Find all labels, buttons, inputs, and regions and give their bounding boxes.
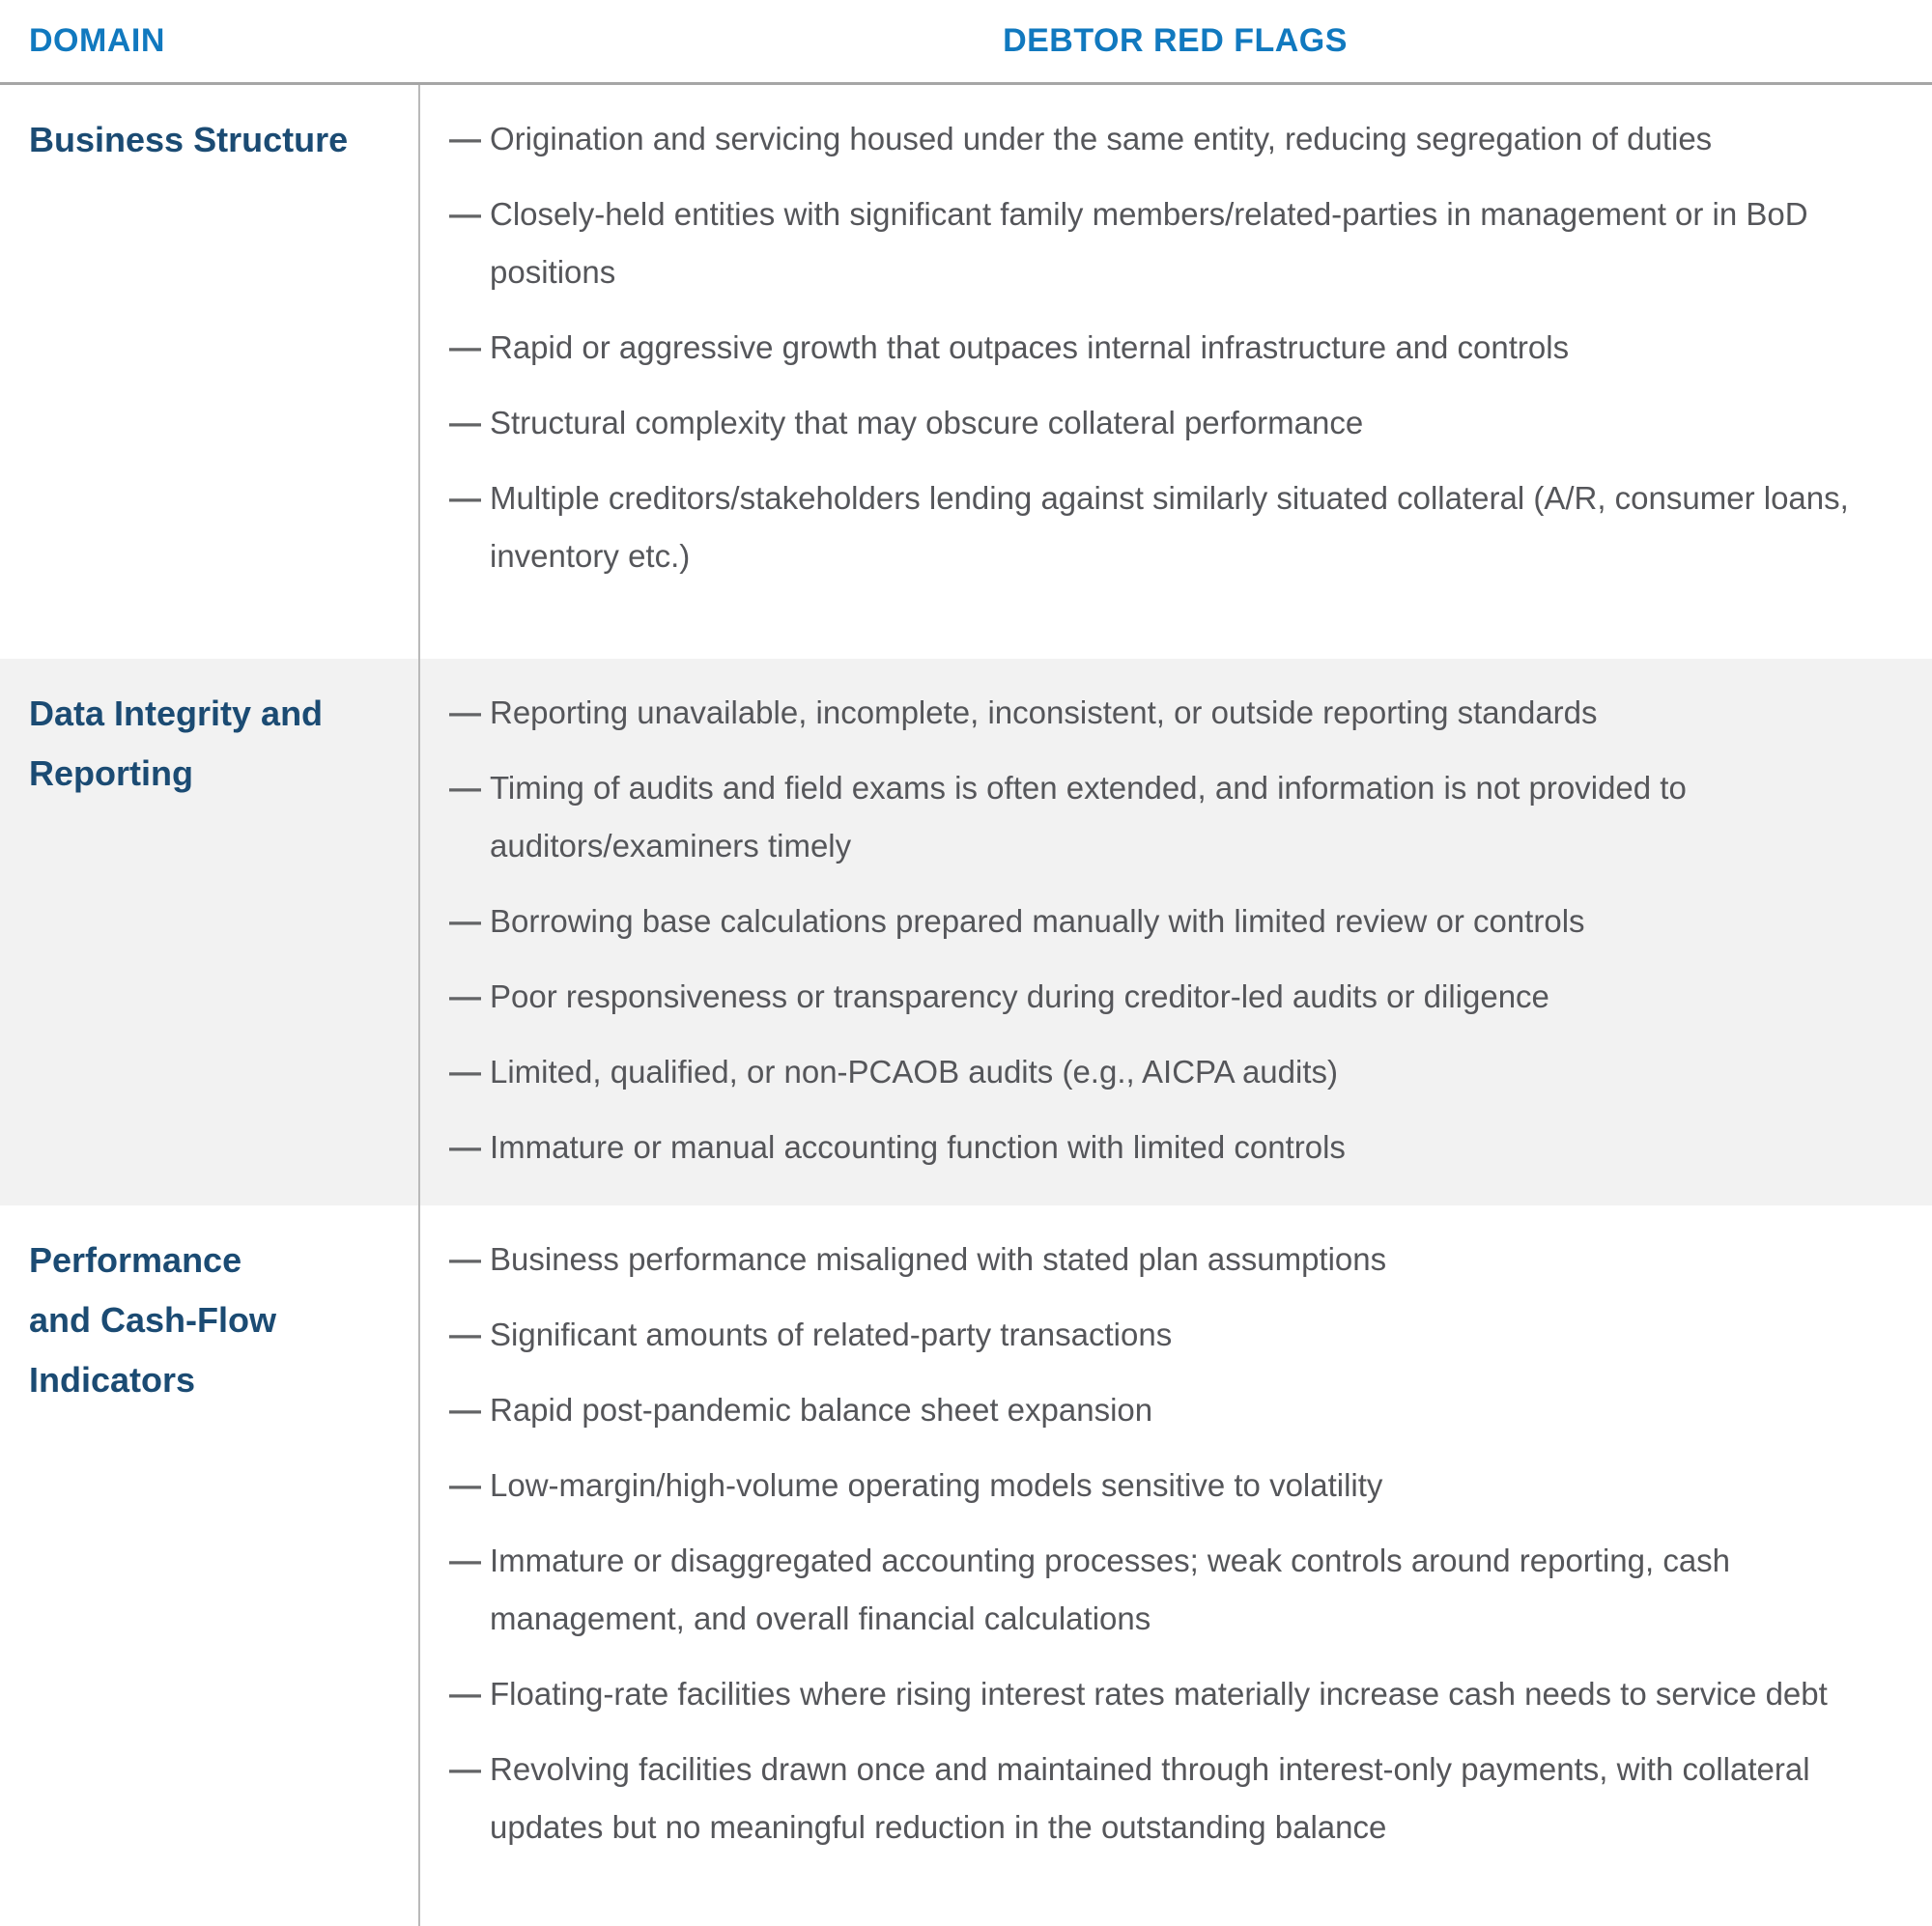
- red-flag-item: [449, 892, 1886, 950]
- red-flag-text: Floating-rate facilities where rising interest rates materially increase cash needs to service debt: [490, 1676, 1828, 1712]
- table-row: [0, 1205, 1932, 1926]
- flags-cell: [418, 85, 1932, 659]
- dash-bullet-icon: —: [449, 1241, 481, 1277]
- red-flag-item: [449, 1306, 1886, 1364]
- dash-bullet-icon: —: [449, 1751, 481, 1787]
- column-header-debtor-red-flags: DEBTOR RED FLAGS: [1003, 22, 1348, 59]
- dash-bullet-icon: —: [449, 405, 481, 440]
- red-flag-item: [449, 1381, 1886, 1439]
- red-flag-text: Origination and servicing housed under the same entity, reducing segregation of duties: [490, 121, 1713, 156]
- red-flag-item: [449, 1532, 1886, 1648]
- red-flag-item: [449, 319, 1886, 377]
- red-flag-item: [449, 185, 1886, 301]
- dash-bullet-icon: —: [449, 770, 481, 806]
- domain-cell: [0, 85, 418, 659]
- red-flag-text: Business performance misaligned with stated plan assumptions: [490, 1241, 1387, 1277]
- red-flag-item: [449, 1741, 1886, 1856]
- red-flag-item: [449, 1457, 1886, 1515]
- red-flag-item: [449, 968, 1886, 1026]
- dash-bullet-icon: —: [449, 1392, 481, 1428]
- dash-bullet-icon: —: [449, 1543, 481, 1578]
- dash-bullet-icon: —: [449, 978, 481, 1014]
- column-header-domain: DOMAIN: [29, 22, 165, 59]
- red-flag-text: Reporting unavailable, incomplete, inconsistent, or outside reporting standards: [490, 694, 1598, 730]
- dash-bullet-icon: —: [449, 1129, 481, 1165]
- dash-bullet-icon: —: [449, 121, 481, 156]
- table-header-row: [0, 0, 1932, 85]
- table-row: [0, 85, 1932, 659]
- dash-bullet-icon: —: [449, 196, 481, 232]
- red-flag-item: [449, 394, 1886, 452]
- flags-cell: [418, 659, 1932, 1205]
- red-flag-text: Immature or disaggregated accounting processes; weak controls around reporting, cash management, and overall financial calculations: [490, 1543, 1731, 1636]
- red-flag-item: [449, 110, 1886, 168]
- domain-label: Data Integrity and: [29, 694, 324, 733]
- red-flag-text: Revolving facilities drawn once and maintained through interest-only payments, with collateral updates but no meaningful reduction in the outstanding balance: [490, 1751, 1810, 1845]
- red-flag-item: [449, 1043, 1886, 1101]
- dash-bullet-icon: —: [449, 1317, 481, 1352]
- flags-cell: [418, 1205, 1932, 1926]
- red-flag-item: [449, 1231, 1886, 1289]
- red-flag-text: Structural complexity that may obscure collateral performance: [490, 405, 1364, 440]
- red-flag-text: Borrowing base calculations prepared manually with limited review or controls: [490, 903, 1585, 939]
- dash-bullet-icon: —: [449, 1054, 481, 1090]
- red-flag-item: [449, 684, 1886, 742]
- red-flag-text: Rapid post-pandemic balance sheet expansion: [490, 1392, 1153, 1428]
- red-flag-text: Limited, qualified, or non-PCAOB audits (e.g., AICPA audits): [490, 1054, 1338, 1090]
- dash-bullet-icon: —: [449, 903, 481, 939]
- red-flag-text: Multiple creditors/stakeholders lending against similarly situated collateral (A/R, consumer loans, inventory etc.): [490, 480, 1849, 574]
- domain-label: Reporting: [29, 753, 193, 793]
- domain-label: Business Structure: [29, 120, 349, 159]
- red-flag-item: [449, 469, 1886, 585]
- red-flag-text: Closely-held entities with significant family members/related-parties in management or in BoD positions: [490, 196, 1808, 290]
- red-flag-item: [449, 1665, 1886, 1723]
- domain-label: Indicators: [29, 1360, 196, 1400]
- dash-bullet-icon: —: [449, 1467, 481, 1503]
- red-flag-text: Immature or manual accounting function with limited controls: [490, 1129, 1346, 1165]
- red-flag-text: Poor responsiveness or transparency during creditor-led audits or diligence: [490, 978, 1549, 1014]
- red-flag-text: Timing of audits and field exams is often extended, and information is not provided to auditors/examiners timely: [490, 770, 1687, 864]
- dash-bullet-icon: —: [449, 1676, 481, 1712]
- red-flag-item: [449, 759, 1886, 875]
- domain-label: and Cash-Flow: [29, 1300, 277, 1340]
- red-flag-item: [449, 1119, 1886, 1176]
- domain-label: Performance: [29, 1240, 242, 1280]
- domain-cell: [0, 659, 418, 1205]
- dash-bullet-icon: —: [449, 694, 481, 730]
- table-body: [0, 85, 1932, 1926]
- dash-bullet-icon: —: [449, 329, 481, 365]
- red-flag-text: Significant amounts of related-party transactions: [490, 1317, 1173, 1352]
- table-row: [0, 659, 1932, 1205]
- red-flag-text: Rapid or aggressive growth that outpaces internal infrastructure and controls: [490, 329, 1570, 365]
- dash-bullet-icon: —: [449, 480, 481, 516]
- domain-cell: [0, 1205, 418, 1926]
- red-flag-text: Low-margin/high-volume operating models sensitive to volatility: [490, 1467, 1383, 1503]
